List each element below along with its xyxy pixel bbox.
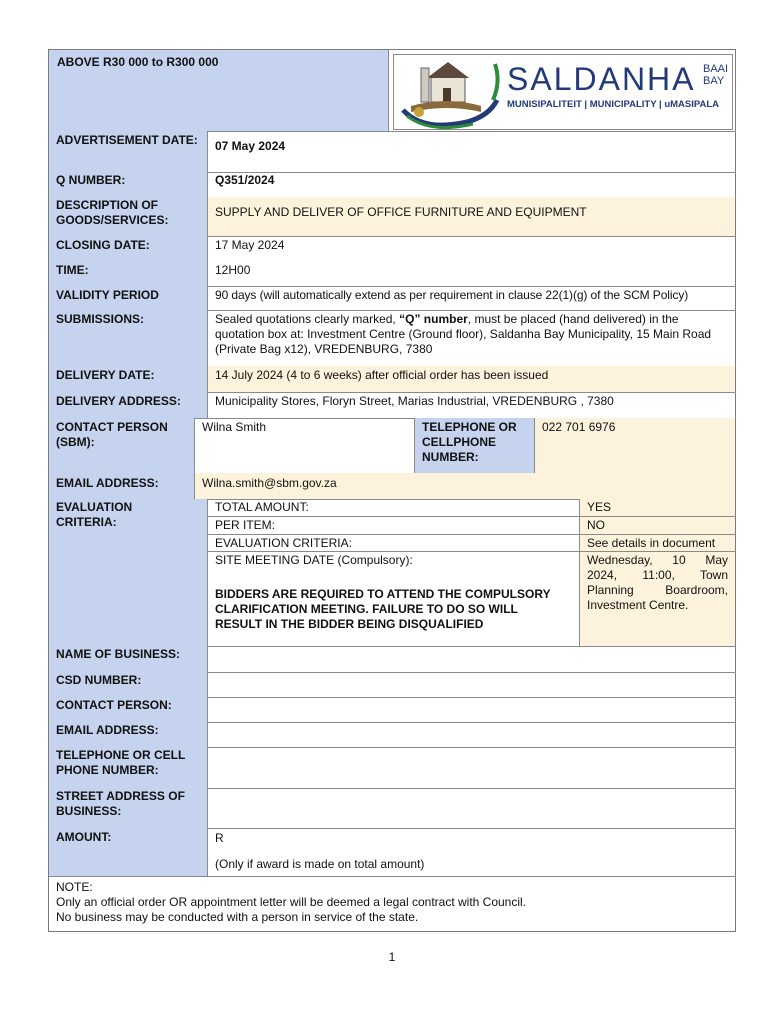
time-label: TIME: (49, 261, 207, 286)
time-value: 12H00 (215, 263, 251, 277)
amount-block (208, 828, 735, 876)
note-line-2: No business may be conducted with a person in service of the state. (56, 910, 419, 924)
email-value: Wilna.smith@sbm.gov.za (195, 473, 735, 499)
csd-number-label: CSD NUMBER: (49, 672, 207, 697)
delivery-address-label: DELIVERY ADDRESS: (49, 392, 207, 418)
evaluation-item-3-answer: See details in document (580, 535, 735, 551)
evaluation-item-1-criterion: TOTAL AMOUNT: (215, 500, 309, 514)
header-range-cell (49, 50, 388, 131)
attendance-warning: BIDDERS ARE REQUIRED TO ATTEND THE COMPULSORY CLARIFICATION MEETING. FAILURE TO DO SO WILL RESULT IN THE BIDDER BEING DISQUALIFIED (215, 587, 551, 631)
note-block (56, 880, 726, 925)
email-label: EMAIL ADDRESS: (49, 473, 194, 499)
advertisement-date-value: 07 May 2024 (215, 139, 286, 153)
submissions-text-prefix: Sealed quotations clearly marked, (215, 312, 400, 326)
validity-period-value: 90 days (will automatically extend as per requirement in clause 22(1)(g) of the SCM Policy) (215, 288, 689, 302)
contact-person-label: CONTACT PERSON (SBM): (49, 418, 194, 473)
submissions-text-suffix: , must be placed (hand delivered) in the quotation box at: Investment Centre (Ground floor), Saldanha Bay Municipality, 15 Main Road (Private Bag x12), VREDENBURG, 7380 (215, 312, 712, 356)
phone-value: 022 701 6976 (535, 418, 735, 473)
email-bidder-label: EMAIL ADDRESS: (49, 722, 207, 747)
logo-name-main: SALDANHA (507, 61, 696, 97)
evaluation-item-2-answer: NO (580, 517, 735, 534)
advertisement-date-label: ADVERTISEMENT DATE: (49, 131, 207, 172)
submissions-label: SUBMISSIONS: (49, 310, 207, 366)
amount-value: R (215, 831, 224, 845)
site-meeting-block (208, 552, 579, 646)
street-address-field[interactable] (208, 788, 735, 828)
amount-note: (Only if award is made on total amount) (215, 857, 425, 871)
contact-person-value: Wilna Smith (202, 420, 267, 434)
description-value: SUPPLY AND DELIVER OF OFFICE FURNITURE AND EQUIPMENT (208, 197, 735, 236)
phone-label: TELEPHONE OR CELLPHONE NUMBER: (415, 418, 534, 473)
q-number-value: Q351/2024 (215, 173, 275, 187)
logo-baai: BAAI (703, 63, 729, 75)
range-label: ABOVE R30 000 to R300 000 (57, 55, 219, 69)
q-number-label: Q NUMBER: (49, 172, 207, 197)
closing-date-value: 17 May 2024 (215, 238, 285, 252)
note-line-1: Only an official order OR appointment letter will be deemed a legal contract with Council. (56, 895, 527, 909)
name-of-business-field[interactable] (208, 646, 735, 672)
name-of-business-label: NAME OF BUSINESS: (49, 646, 207, 672)
submissions-text-bold: “Q” number (399, 312, 468, 326)
saldanha-emblem-icon (397, 56, 501, 130)
description-label: DESCRIPTION OF GOODS/SERVICES: (49, 197, 207, 236)
delivery-address-value: Municipality Stores, Floryn Street, Marias Industrial, VREDENBURG , 7380 (215, 394, 614, 408)
logo-baai-bay (703, 63, 735, 87)
csd-number-field[interactable] (208, 672, 735, 697)
evaluation-item-3-criterion: EVALUATION CRITERIA: (215, 536, 352, 550)
site-meeting-label: SITE MEETING DATE (Compulsory): (215, 553, 413, 567)
submissions-value (208, 310, 735, 366)
evaluation-item-2-criterion: PER ITEM: (215, 518, 276, 532)
delivery-date-value: 14 July 2024 (4 to 6 weeks) after official order has been issued (208, 366, 735, 392)
note-title: NOTE: (56, 880, 93, 894)
logo-bay: BAY (703, 75, 725, 87)
page-number: 1 (388, 950, 396, 964)
telephone-bidder-field[interactable] (208, 747, 735, 788)
evaluation-label: EVALUATION CRITERIA: (49, 499, 207, 646)
site-meeting-value: Wednesday, 10 May 2024, 11:00, Town Planning Boardroom, Investment Centre. (580, 552, 735, 646)
email-bidder-field[interactable] (208, 722, 735, 747)
telephone-bidder-label: TELEPHONE OR CELL PHONE NUMBER: (49, 747, 207, 788)
amount-label: AMOUNT: (49, 828, 207, 876)
street-address-label: STREET ADDRESS OF BUSINESS: (49, 788, 207, 828)
delivery-date-label: DELIVERY DATE: (49, 366, 207, 392)
contact-person-bidder-field[interactable] (208, 697, 735, 722)
logo-cell (388, 50, 735, 131)
logo-tagline: MUNISIPALITEIT | MUNICIPALITY | uMASIPALA (507, 99, 720, 110)
evaluation-item-1-answer: YES (580, 499, 735, 516)
logo-name (507, 62, 696, 96)
contact-person-bidder-label: CONTACT PERSON: (49, 697, 207, 722)
validity-period-label: VALIDITY PERIOD (49, 286, 207, 310)
closing-date-label: CLOSING DATE: (49, 236, 207, 261)
